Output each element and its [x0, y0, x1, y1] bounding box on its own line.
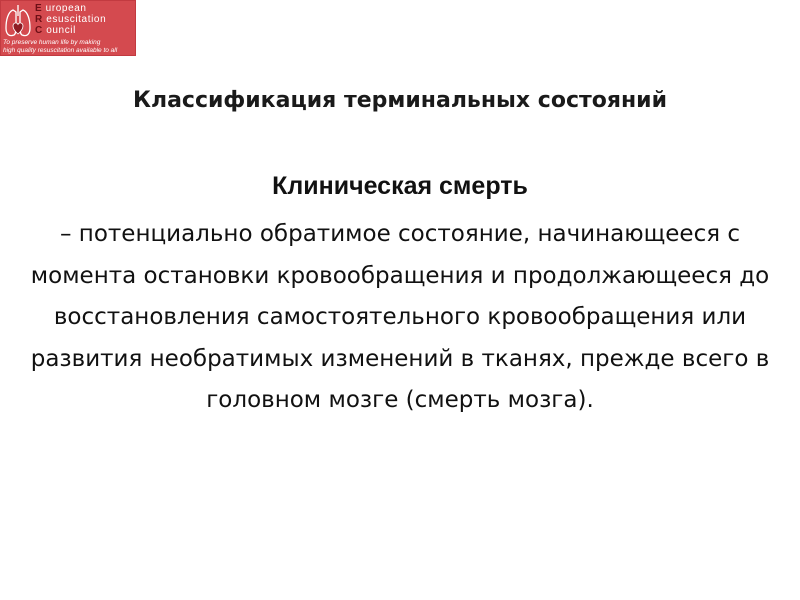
logo-tagline: [3, 39, 135, 54]
logo-tagline-line-1: To preserve human life by making: [3, 39, 101, 46]
logo-tagline-line-2: high quality resuscitation available to all: [3, 46, 118, 54]
logo-word-2: R esuscitation: [35, 14, 107, 25]
logo-word-1: E uropean: [35, 3, 87, 14]
erc-logo: [0, 0, 136, 56]
definition-text: – потенциально обратимое состояние, начинающееся с момента остановки кровообращения и продолжающееся до восстановления самостоятельного кровообращения или развития необратимых изменений в тканях, прежде всего в головном мозге (смерть мозга).: [30, 221, 770, 413]
heart-lungs-icon: [4, 4, 32, 40]
logo-wordmark: [35, 3, 135, 36]
term-heading: Клиническая смерть: [272, 172, 528, 200]
slide-title: Классификация терминальных состояний: [132, 88, 667, 113]
logo-word-3: C ouncil: [35, 25, 76, 36]
